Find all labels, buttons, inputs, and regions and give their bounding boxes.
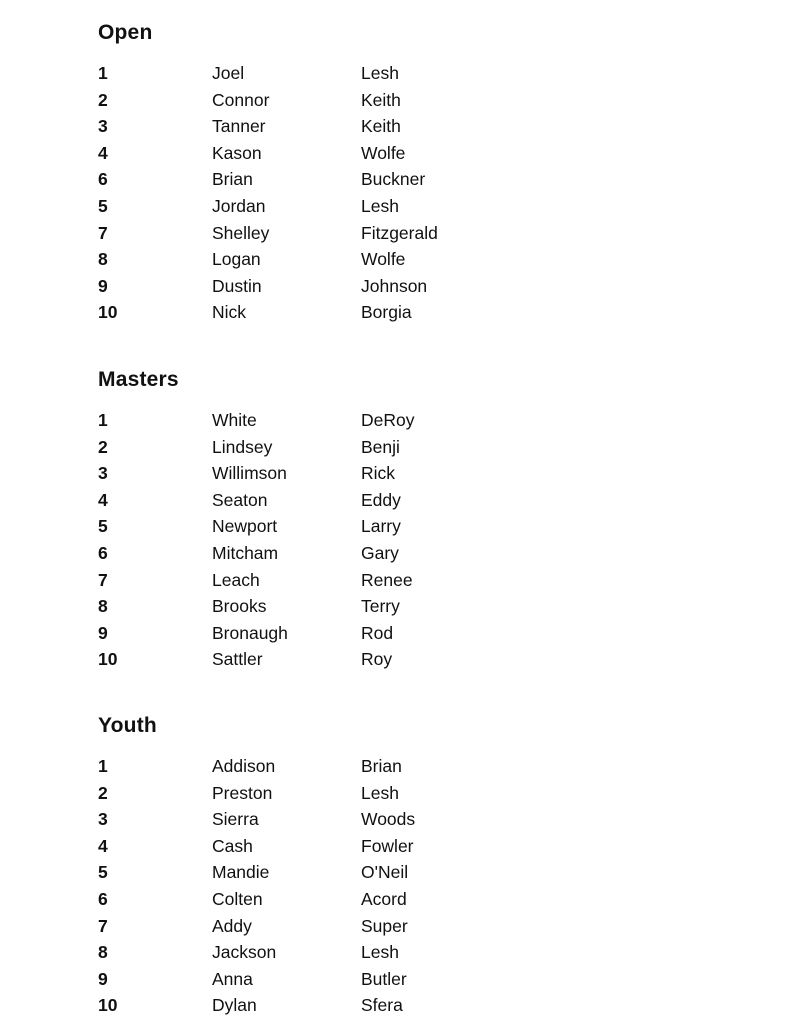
- name-column-2: Brian: [361, 756, 402, 776]
- rank-number: 10: [98, 649, 118, 670]
- section-youth: [98, 714, 658, 1019]
- name-column-1: White: [212, 410, 257, 430]
- rank-number: 1: [98, 410, 108, 430]
- rank-number: 8: [98, 249, 108, 270]
- rank-number: 7: [98, 915, 108, 936]
- name-column-2: Rick: [361, 463, 396, 484]
- list-row: [98, 460, 658, 487]
- name-column-2: Lesh: [361, 195, 399, 216]
- rank-number: 7: [98, 222, 108, 243]
- list-row: [98, 939, 658, 966]
- name-column-1: Anna: [212, 968, 253, 989]
- list-row: [98, 273, 658, 300]
- name-column-2: Butler: [361, 968, 407, 989]
- list-row: [98, 220, 658, 247]
- name-column-1: Jordan: [212, 195, 266, 216]
- rank-number: 5: [98, 862, 108, 883]
- section-masters: [98, 368, 658, 673]
- name-column-1: Dylan: [212, 995, 257, 1016]
- name-column-1: Shelley: [212, 222, 270, 243]
- name-column-2: DeRoy: [361, 410, 415, 430]
- name-column-2: Johnson: [361, 275, 428, 296]
- list-row: [98, 567, 658, 594]
- name-column-1: Addy: [212, 915, 252, 936]
- name-column-2: Terry: [361, 596, 400, 617]
- list-row: [98, 859, 658, 886]
- rank-number: 3: [98, 463, 108, 484]
- rank-number: 5: [98, 516, 108, 537]
- list-row: [98, 87, 658, 114]
- list-row: [98, 166, 658, 193]
- rank-number: 6: [98, 169, 108, 190]
- name-column-1: Logan: [212, 249, 261, 270]
- name-column-1: Preston: [212, 782, 273, 803]
- name-column-2: Keith: [361, 116, 401, 137]
- rank-number: 6: [98, 888, 108, 909]
- name-column-1: Joel: [212, 63, 245, 83]
- name-column-2: Fowler: [361, 835, 414, 856]
- list-row: [98, 620, 658, 647]
- list-row: [98, 886, 658, 913]
- list-row: [98, 487, 658, 514]
- name-column-2: Eddy: [361, 489, 401, 510]
- rank-number: 9: [98, 275, 108, 296]
- rank-number: 3: [98, 116, 108, 137]
- name-column-2: Wolfe: [361, 249, 406, 270]
- list-row: [98, 780, 658, 807]
- name-column-2: Woods: [361, 809, 416, 830]
- name-column-1: Tanner: [212, 116, 266, 137]
- name-column-1: Sattler: [212, 649, 263, 670]
- list-row: [98, 966, 658, 993]
- ranking-list: [98, 407, 658, 673]
- section-title: Open: [98, 21, 153, 44]
- name-column-2: Super: [361, 915, 408, 936]
- list-row: [98, 540, 658, 567]
- name-column-1: Mandie: [212, 862, 270, 883]
- name-column-2: Renee: [361, 569, 413, 590]
- name-column-1: Colten: [212, 888, 263, 909]
- list-row: [98, 513, 658, 540]
- rank-number: 3: [98, 809, 108, 830]
- rank-number: 10: [98, 995, 118, 1016]
- rank-number: 8: [98, 596, 108, 617]
- list-row: [98, 299, 658, 326]
- name-column-2: Benji: [361, 436, 400, 457]
- rank-number: 1: [98, 63, 108, 83]
- name-column-2: Lesh: [361, 63, 399, 83]
- name-column-1: Brooks: [212, 596, 267, 617]
- rank-number: 7: [98, 569, 108, 590]
- list-row: [98, 193, 658, 220]
- list-row: [98, 753, 658, 780]
- name-column-1: Brian: [212, 169, 253, 190]
- section-title: Masters: [98, 368, 179, 391]
- rank-number: 2: [98, 782, 108, 803]
- name-column-1: Mitcham: [212, 542, 279, 563]
- rank-number: 4: [98, 835, 108, 856]
- rank-number: 5: [98, 195, 108, 216]
- name-column-1: Willimson: [212, 463, 287, 484]
- name-column-1: Bronaugh: [212, 622, 288, 643]
- name-column-1: Kason: [212, 142, 262, 163]
- name-column-2: O'Neil: [361, 862, 409, 883]
- ranking-list: [98, 60, 658, 326]
- rank-number: 8: [98, 942, 108, 963]
- name-column-1: Seaton: [212, 489, 268, 510]
- list-row: [98, 806, 658, 833]
- section-title: Youth: [98, 714, 157, 737]
- name-column-2: Wolfe: [361, 142, 406, 163]
- name-column-1: Sierra: [212, 809, 259, 830]
- rank-number: 2: [98, 436, 108, 457]
- name-column-2: Rod: [361, 622, 394, 643]
- list-row: [98, 434, 658, 461]
- name-column-2: Borgia: [361, 302, 412, 323]
- list-row: [98, 140, 658, 167]
- name-column-2: Sfera: [361, 995, 403, 1016]
- list-row: [98, 646, 658, 673]
- rank-number: 9: [98, 622, 108, 643]
- rank-number: 6: [98, 542, 108, 563]
- name-column-2: Acord: [361, 888, 407, 909]
- name-column-1: Newport: [212, 516, 278, 537]
- name-column-1: Jackson: [212, 942, 277, 963]
- list-row: [98, 60, 658, 87]
- name-column-2: Lesh: [361, 942, 399, 963]
- rank-number: 10: [98, 302, 118, 323]
- list-row: [98, 593, 658, 620]
- name-column-1: Lindsey: [212, 436, 273, 457]
- ranking-list: [98, 753, 658, 1019]
- name-column-2: Gary: [361, 542, 399, 563]
- name-column-1: Leach: [212, 569, 260, 590]
- name-column-2: Keith: [361, 89, 401, 110]
- name-column-1: Addison: [212, 756, 276, 776]
- name-column-2: Roy: [361, 649, 393, 670]
- list-row: [98, 246, 658, 273]
- name-column-1: Connor: [212, 89, 270, 110]
- name-column-2: Larry: [361, 516, 401, 537]
- list-row: [98, 407, 658, 434]
- rank-number: 1: [98, 756, 108, 776]
- name-column-1: Dustin: [212, 275, 262, 296]
- name-column-1: Nick: [212, 302, 247, 323]
- name-column-2: Buckner: [361, 169, 426, 190]
- list-row: [98, 833, 658, 860]
- name-column-2: Fitzgerald: [361, 222, 438, 243]
- rank-number: 4: [98, 142, 108, 163]
- list-row: [98, 913, 658, 940]
- name-column-1: Cash: [212, 835, 253, 856]
- rank-number: 9: [98, 968, 108, 989]
- name-column-2: Lesh: [361, 782, 399, 803]
- list-row: [98, 992, 658, 1019]
- rank-number: 4: [98, 489, 108, 510]
- list-row: [98, 113, 658, 140]
- section-open: [98, 21, 658, 326]
- rank-number: 2: [98, 89, 108, 110]
